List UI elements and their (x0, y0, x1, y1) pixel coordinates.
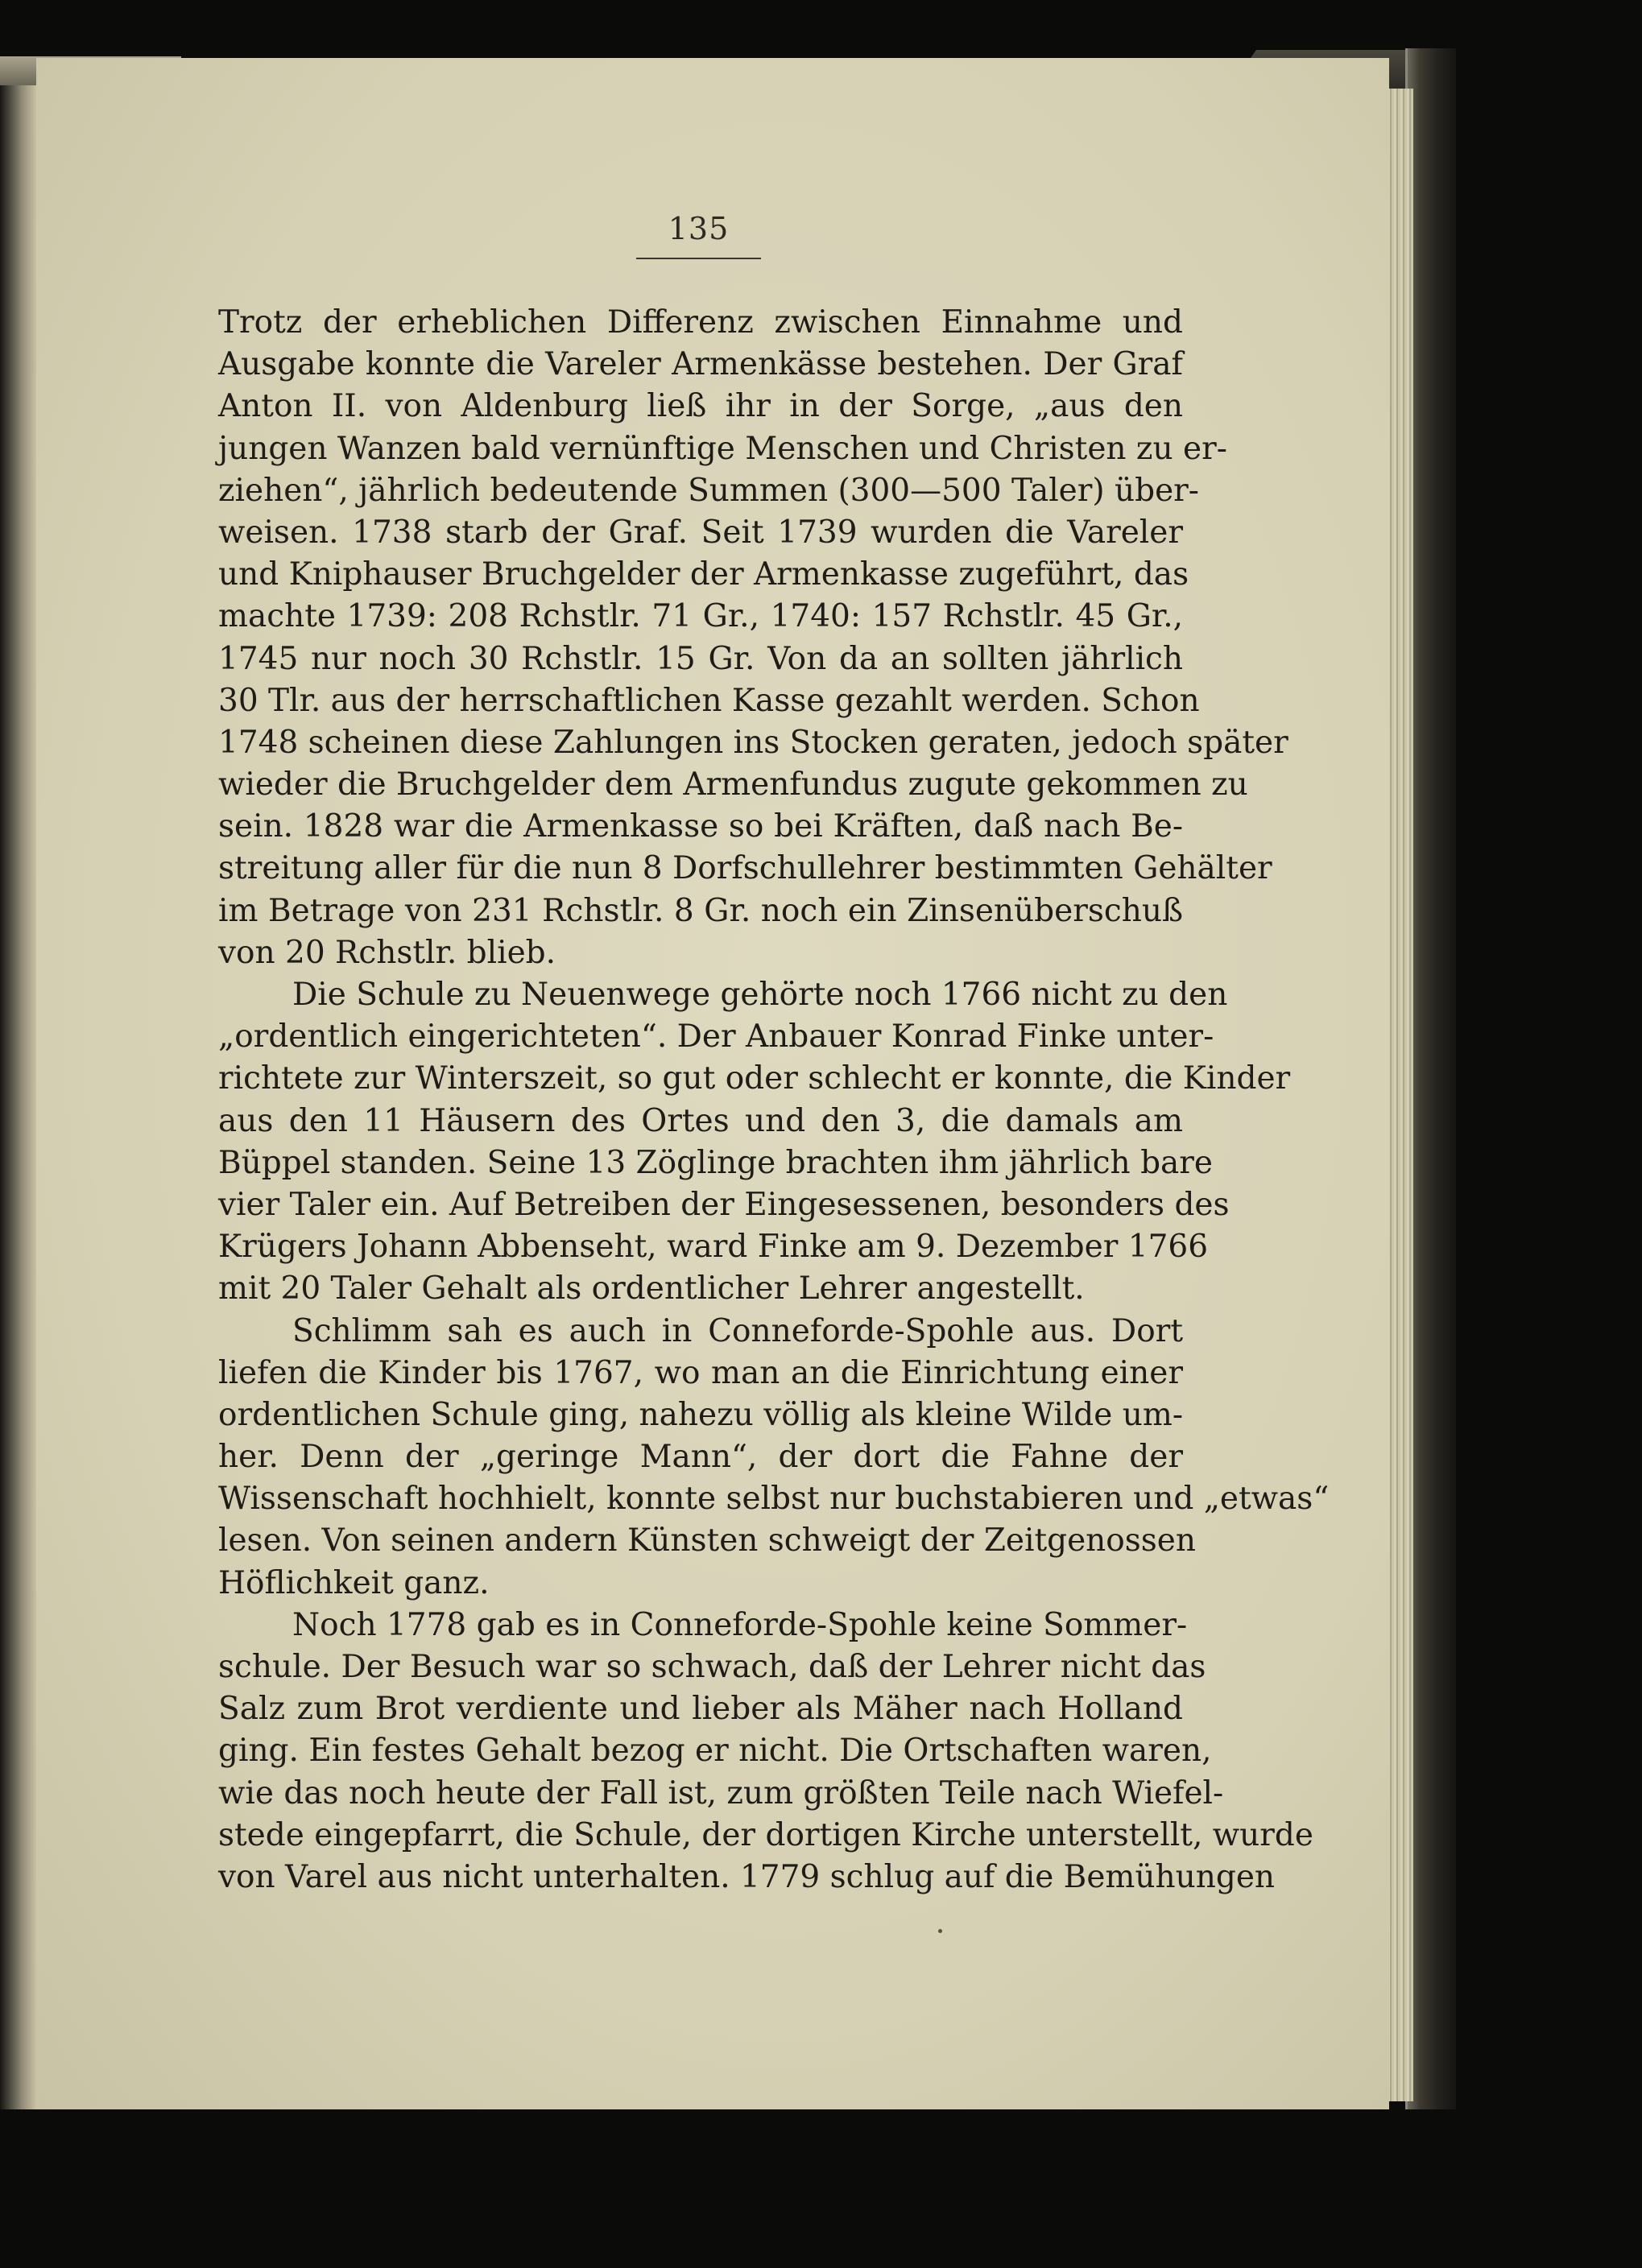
text-line: richtete zur Winterszeit, so gut oder schlecht er konnte, die Kinder (218, 1060, 1291, 1097)
text-line: Wissenschaft hochhielt, konnte selbst nur buchstabieren und „etwas“ (218, 1481, 1330, 1518)
text-line: Salz zum Brot verdiente und lieber als Mäher nach Holland (218, 1691, 1183, 1728)
text-line: streitung aller für die nun 8 Dorfschullehrer bestimmten Gehälter (218, 850, 1272, 887)
text-line: Anton II. von Aldenburg ließ ihr in der Sorge, „aus den (218, 388, 1183, 425)
text-line: wieder die Bruchgelder dem Armenfundus zugute gekommen zu (218, 766, 1248, 804)
text-line: ordentlichen Schule ging, nahezu völlig als kleine Wilde um- (218, 1396, 1183, 1433)
paragraph (218, 1605, 1313, 1898)
text-line: her. Denn der „geringe Mann“, der dort die Fahne der (218, 1439, 1183, 1476)
page-number-rule (636, 258, 761, 259)
text-line: wie das noch heute der Fall ist, zum größten Teile nach Wiefel- (218, 1774, 1224, 1812)
text-line: stede eingepfarrt, die Schule, der dortigen Kirche unterstellt, wurde (218, 1816, 1313, 1853)
paragraph (218, 974, 1291, 1311)
text-line: 1748 scheinen diese Zahlungen ins Stocken geraten, jedoch später (218, 724, 1288, 761)
text-line: im Betrage von 231 Rchstlr. 8 Gr. noch ein Zinsenüberschuß (218, 892, 1183, 929)
text-line: aus den 11 Häusern des Ortes und den 3, die damals am (218, 1102, 1183, 1139)
text-line: lesen. Von seinen andern Künsten schweigt der Zeitgenossen (218, 1522, 1197, 1560)
text-line: Ausgabe konnte die Vareler Armenkässe bestehen. Der Graf (218, 346, 1183, 383)
text-line: 30 Tlr. aus der herrschaftlichen Kasse gezahlt werden. Schon (218, 682, 1200, 719)
text-line: 1745 nur noch 30 Rchstlr. 15 Gr. Von da an sollten jährlich (218, 640, 1183, 677)
text-line: und Kniphauser Bruchgelder der Armenkasse zugeführt, das (218, 556, 1189, 593)
text-line: Trotz der erheblichen Differenz zwischen Einnahme und (218, 304, 1183, 341)
text-line: schule. Der Besuch war so schwach, daß der Lehrer nicht das (218, 1649, 1206, 1685)
text-line: vier Taler ein. Auf Betreiben der Eingesessenen, besonders des (218, 1186, 1230, 1223)
paragraph (218, 1311, 1330, 1605)
book-spine-left (0, 60, 36, 2109)
text-line: weisen. 1738 starb der Graf. Seit 1739 wurden die Vareler (218, 514, 1183, 551)
text-line: ziehen“, jährlich bedeutende Summen (300—500 Taler) über- (218, 472, 1199, 509)
text-line: Krügers Johann Abbenseht, ward Finke am 9. Dezember 1766 (218, 1229, 1209, 1266)
body-text (218, 302, 1330, 1898)
text-line: von Varel aus nicht unterhalten. 1779 schlug auf die Bemühungen (218, 1858, 1276, 1895)
page-number: 135 (668, 211, 730, 246)
text-line: machte 1739: 208 Rchstlr. 71 Gr., 1740: 157 Rchstlr. 45 Gr., (218, 598, 1183, 635)
ink-speck (938, 1929, 942, 1933)
text-line: Die Schule zu Neuenwege gehörte noch 1766 nicht zu den (292, 977, 1228, 1013)
text-line: Noch 1778 gab es in Conneforde-Spohle keine Sommer- (292, 1606, 1188, 1643)
text-line: ging. Ein festes Gehalt bezog er nicht. Die Ortschaften waren, (218, 1733, 1212, 1770)
text-line: von 20 Rchstlr. blieb. (218, 934, 556, 971)
text-line: „ordentlich eingerichteten“. Der Anbauer Konrad Finke unter- (218, 1018, 1214, 1056)
text-line: mit 20 Taler Gehalt als ordentlicher Lehrer angestellt. (218, 1270, 1085, 1308)
text-line: jungen Wanzen bald vernünftige Menschen und Christen zu er- (218, 430, 1227, 467)
text-line: Büppel standen. Seine 13 Zöglinge brachten ihm jährlich bare (218, 1144, 1214, 1181)
text-line: Höflichkeit ganz. (218, 1564, 490, 1601)
text-line: Schlimm sah es auch in Conneforde-Spohle aus. Dort (292, 1312, 1183, 1349)
text-line: sein. 1828 war die Armenkasse so bei Kräften, daß nach Be- (218, 808, 1183, 845)
text-line: liefen die Kinder bis 1767, wo man an die Einrichtung einer (218, 1354, 1183, 1391)
paragraph (218, 302, 1288, 974)
